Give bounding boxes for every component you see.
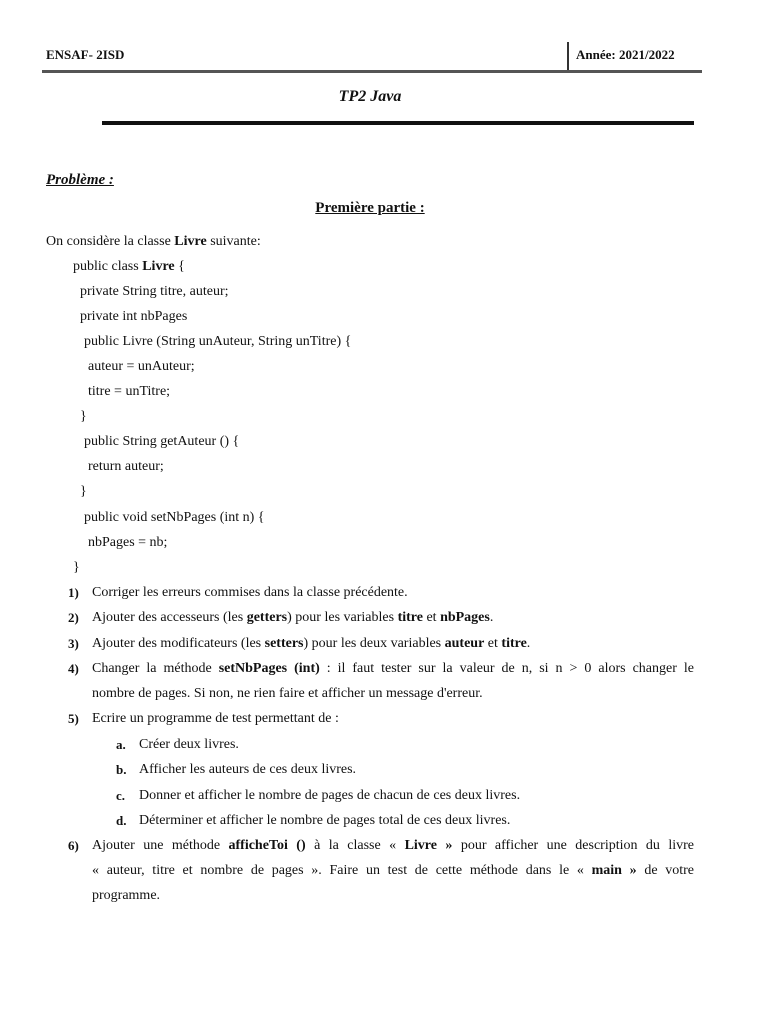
question-text-continued bbox=[92, 863, 694, 879]
q2-text: ) pour les variables bbox=[287, 610, 398, 625]
q3-text: . bbox=[526, 636, 531, 651]
code-text: public class bbox=[73, 259, 143, 274]
intro-text bbox=[46, 234, 261, 250]
q6-bold: Livre » bbox=[404, 838, 453, 853]
code-line bbox=[73, 259, 185, 275]
question-number: 6) bbox=[68, 838, 79, 853]
intro-suffix: suivante: bbox=[206, 234, 261, 249]
question-text-continued: nombre de pages. Si non, ne rien faire et afficher un message d'erreur. bbox=[92, 686, 483, 701]
question-number: 5) bbox=[68, 711, 79, 726]
q2-bold: titre bbox=[397, 610, 423, 625]
code-line: nbPages = nb; bbox=[88, 535, 168, 550]
question-number: 3) bbox=[68, 636, 79, 651]
code-line: } bbox=[80, 409, 87, 424]
code-line: } bbox=[80, 484, 87, 499]
question-text bbox=[92, 838, 694, 854]
intro-class-name: Livre bbox=[174, 234, 207, 249]
q6-text: à la classe « bbox=[305, 838, 405, 853]
q3-text: et bbox=[484, 636, 502, 651]
sub-item-letter: b. bbox=[116, 762, 127, 777]
code-text: { bbox=[174, 259, 185, 274]
title-rule bbox=[102, 121, 694, 125]
q2-text: . bbox=[489, 610, 494, 625]
question-number: 2) bbox=[68, 610, 79, 625]
q6-text: pour afficher une description du livre bbox=[452, 838, 695, 853]
q3-text: Ajouter des modificateurs (les bbox=[92, 636, 265, 651]
q4-bold: setNbPages (int) bbox=[218, 661, 320, 676]
document-title: TP2 Java bbox=[338, 88, 402, 105]
q3-bold: auteur bbox=[444, 636, 485, 651]
intro-prefix: On considère la classe bbox=[46, 234, 175, 249]
sub-item-text: Afficher les auteurs de ces deux livres. bbox=[139, 762, 357, 777]
sub-item-text: Créer deux livres. bbox=[139, 737, 239, 752]
q6-bold: afficheToi () bbox=[228, 838, 306, 853]
sub-item-text: Déterminer et afficher le nombre de pages total de ces deux livres. bbox=[139, 813, 511, 828]
question-text-continued: programme. bbox=[92, 888, 161, 903]
q2-text: Ajouter des accesseurs (les bbox=[92, 610, 247, 625]
header-separator bbox=[567, 42, 569, 72]
q2-bold: getters bbox=[246, 610, 288, 625]
code-line: private int nbPages bbox=[80, 309, 188, 324]
code-line: return auteur; bbox=[88, 459, 164, 474]
sub-item-letter: a. bbox=[116, 737, 126, 752]
sub-item-letter: d. bbox=[116, 813, 127, 828]
header-rule bbox=[42, 70, 702, 73]
question-number: 1) bbox=[68, 585, 79, 600]
code-line: private String titre, auteur; bbox=[80, 284, 229, 299]
question-number: 4) bbox=[68, 661, 79, 676]
q2-bold: nbPages bbox=[440, 610, 490, 625]
q6-bold: main » bbox=[591, 863, 637, 878]
question-text: Ecrire un programme de test permettant de : bbox=[92, 711, 339, 726]
code-class-name: Livre bbox=[142, 259, 175, 274]
sub-item-text: Donner et afficher le nombre de pages de chacun de ces deux livres. bbox=[139, 788, 521, 803]
code-line: auteur = unAuteur; bbox=[88, 359, 195, 374]
q6-text: « auteur, titre et nombre de pages ». Faire un test de cette méthode dans le « bbox=[92, 863, 592, 878]
section-heading: Problème : bbox=[46, 172, 114, 188]
code-line: public String getAuteur () { bbox=[84, 434, 240, 449]
header-year-label: Année: 2021/2022 bbox=[576, 47, 675, 62]
question-text bbox=[92, 610, 493, 626]
header-left-label: ENSAF- 2ISD bbox=[46, 47, 125, 62]
q4-text: Changer la méthode bbox=[92, 661, 219, 676]
part-heading: Première partie : bbox=[315, 200, 425, 216]
q6-text: de votre bbox=[636, 863, 694, 878]
q3-bold: setters bbox=[264, 636, 304, 651]
question-text bbox=[92, 636, 530, 652]
sub-item-letter: c. bbox=[116, 788, 126, 803]
q4-text: : il faut tester sur la valeur de n, si n > 0 alors changer le bbox=[319, 661, 694, 676]
q3-text: ) pour les deux variables bbox=[303, 636, 445, 651]
code-line: public void setNbPages (int n) { bbox=[84, 510, 265, 525]
code-line: public Livre (String unAuteur, String unTitre) { bbox=[84, 334, 352, 349]
question-text bbox=[92, 661, 694, 677]
code-line: titre = unTitre; bbox=[88, 384, 171, 399]
q6-text: Ajouter une méthode bbox=[92, 838, 229, 853]
code-line: } bbox=[73, 560, 80, 575]
q2-text: et bbox=[422, 610, 441, 625]
question-text: Corriger les erreurs commises dans la classe précédente. bbox=[92, 585, 408, 600]
q3-bold: titre bbox=[501, 636, 527, 651]
